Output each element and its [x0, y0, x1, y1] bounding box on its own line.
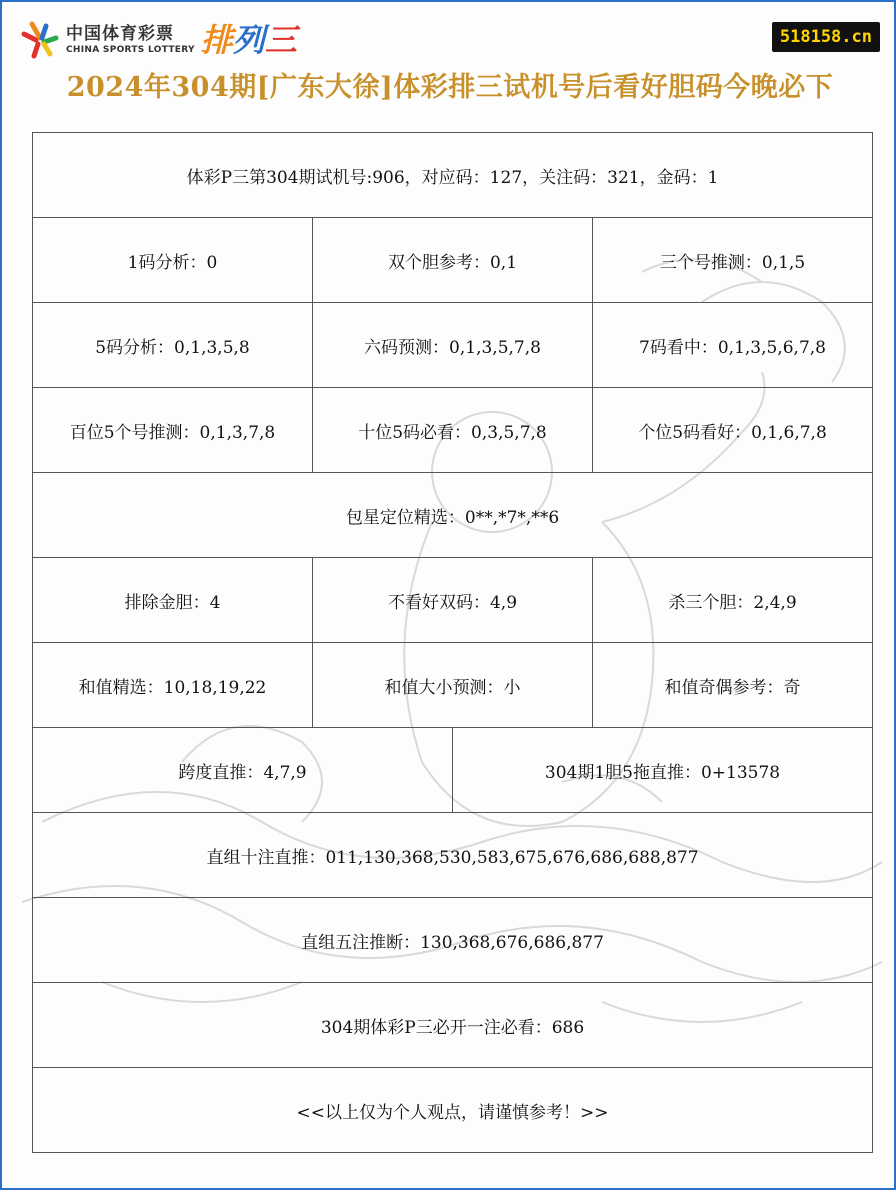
five-code-cell: 5码分析：0,1,3,5,8	[33, 303, 313, 388]
site-domain-badge[interactable]: 518158.cn	[772, 22, 880, 52]
lottery-star-icon	[20, 20, 60, 60]
table-row	[33, 1068, 873, 1153]
table-row	[33, 473, 873, 558]
table-row	[33, 983, 873, 1068]
logo-english-name: CHINA SPORTS LOTTERY	[66, 45, 195, 55]
three-number-cell: 三个号推测：0,1,5	[593, 218, 873, 303]
six-code-cell: 六码预测：0,1,3,5,7,8	[313, 303, 593, 388]
table-row	[33, 898, 873, 983]
exclude-dan-cell: 排除金胆：4	[33, 558, 313, 643]
exclude-double-cell: 不看好双码：4,9	[313, 558, 593, 643]
units-position-cell: 个位5码看好：0,1,6,7,8	[593, 388, 873, 473]
double-dan-cell: 双个胆参考：0,1	[313, 218, 593, 303]
five-bets-cell: 直组五注推断：130,368,676,686,877	[33, 898, 873, 983]
table-row	[33, 728, 873, 813]
sum-pick-cell: 和值精选：10,18,19,22	[33, 643, 313, 728]
one-code-cell: 1码分析：0	[33, 218, 313, 303]
ten-bets-cell: 直组十注直推：011,130,368,530,583,675,676,686,688,877	[33, 813, 873, 898]
table-row	[33, 303, 873, 388]
table-row	[33, 558, 873, 643]
page-title: 2024年304期[广东大徐]体彩排三试机号后看好胆码今晚必下	[66, 72, 834, 103]
trial-number-cell: 体彩P三第304期试机号:906，对应码：127，关注码：321，金码：1	[33, 133, 873, 218]
table-row	[33, 218, 873, 303]
brand-char-2: 列	[232, 21, 265, 59]
table-row	[33, 643, 873, 728]
china-sports-lottery-logo	[20, 20, 297, 60]
prediction-table	[32, 132, 873, 1153]
tens-position-cell: 十位5码必看：0,3,5,7,8	[313, 388, 593, 473]
header	[2, 2, 896, 64]
table-row	[33, 133, 873, 218]
must-open-cell: 304期体彩P三必开一注必看：686	[33, 983, 873, 1068]
dan-tuo-cell: 304期1胆5拖直推：0+13578	[453, 728, 873, 813]
pailiesan-brand	[201, 20, 297, 60]
brand-char-1: 排	[200, 21, 233, 59]
logo-chinese-name: 中国体育彩票	[66, 24, 174, 44]
position-pick-cell: 包星定位精选：0**,*7*,**6	[33, 473, 873, 558]
disclaimer-cell: <<以上仅为个人观点，请谨慎参考！>>	[33, 1068, 873, 1153]
span-cell: 跨度直推：4,7,9	[33, 728, 453, 813]
sum-parity-cell: 和值奇偶参考：奇	[593, 643, 873, 728]
table-row	[33, 388, 873, 473]
sum-size-cell: 和值大小预测：小	[313, 643, 593, 728]
table-row	[33, 813, 873, 898]
kill-three-cell: 杀三个胆：2,4,9	[593, 558, 873, 643]
brand-char-3: 三	[264, 21, 297, 59]
hundreds-position-cell: 百位5个号推测：0,1,3,7,8	[33, 388, 313, 473]
seven-code-cell: 7码看中：0,1,3,5,6,7,8	[593, 303, 873, 388]
